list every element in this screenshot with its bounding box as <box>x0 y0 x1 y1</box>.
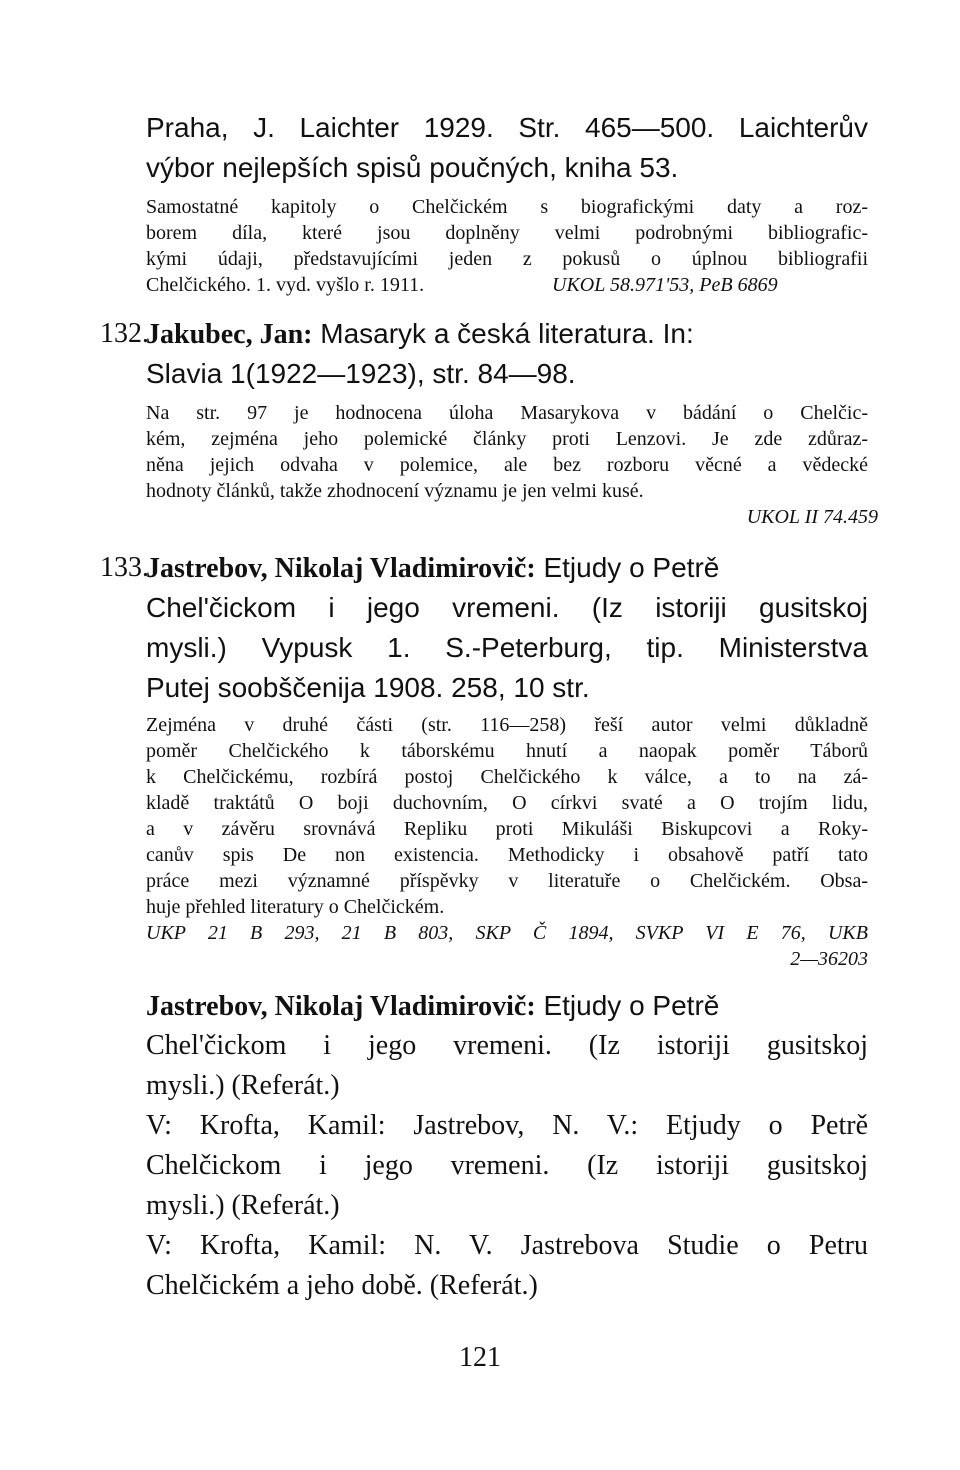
review-heading <box>146 986 719 1027</box>
entry-133-author: Jastrebov, Nikolaj Vladimirovič: <box>146 553 536 584</box>
review-v1-line-2: Chelčickom i jego vremeni. (Iz istoriji gusitskoj <box>146 1150 868 1181</box>
intro-note-3: kými údaji, představujícími jeden z pokusů o úplnou bibliografii <box>146 248 868 270</box>
entry-133-note-2: poměr Chelčického k táborskému hnutí a naopak poměr Táborů <box>146 740 868 762</box>
entry-133-reference-1: UKP 21 B 293, 21 B 803, SKP Č 1894, SVKP VI E 76, UKB <box>146 922 868 944</box>
entry-133-note-8: huje přehled literatury o Chelčickém. <box>146 896 445 918</box>
entry-133-note-6: canův spis De non existencia. Methodicky i obsahově patří tato <box>146 844 868 866</box>
entry-132-line-2: Slavia 1(1922—1923), str. 84—98. <box>146 358 576 389</box>
entry-132-note-2: kém, zejména jeho polemické články proti Lenzovi. Je zde zdůraz- <box>146 428 868 450</box>
intro-line-2: výbor nejlepších spisů poučných, kniha 53. <box>146 152 679 183</box>
entry-132-number: 132. <box>100 318 149 349</box>
entry-132-heading <box>146 314 694 355</box>
intro-reference: UKOL 58.971'53, PeB 6869 <box>552 274 778 296</box>
entry-133-line-3: mysli.) Vypusk 1. S.-Peterburg, tip. Ministerstva <box>146 632 868 663</box>
entry-133-note-7: práce mezi významné příspěvky v literatuře o Chelčickém. Obsa- <box>146 870 868 892</box>
entry-133-note-1: Zejména v druhé části (str. 116—258) řeší autor velmi důkladně <box>146 714 868 736</box>
entry-133-heading <box>146 548 719 589</box>
intro-note-2: borem díla, které jsou doplněny velmi podrobnými bibliografic- <box>146 222 868 244</box>
entry-133-note-4: kladě traktátů O boji duchovním, O církvi svaté a O trojím lidu, <box>146 792 868 814</box>
entry-133-line-4: Putej soobščenija 1908. 258, 10 str. <box>146 672 590 703</box>
intro-note-1: Samostatné kapitoly o Chelčickém s biografickými daty a roz- <box>146 196 868 218</box>
review-v1-line-1: V: Krofta, Kamil: Jastrebov, N. V.: Etjudy o Petrě <box>146 1110 868 1141</box>
entry-133-note-3: k Chelčickému, rozbírá postoj Chelčického k válce, a to na zá- <box>146 766 868 788</box>
entry-133-reference-2: 2—36203 <box>790 948 868 970</box>
review-line-3: mysli.) (Referát.) <box>146 1070 340 1101</box>
entry-132-note-1: Na str. 97 je hodnocena úloha Masarykova v bádání o Chelčic- <box>146 402 868 424</box>
entry-132-author: Jakubec, Jan: <box>146 319 313 350</box>
page-number: 121 <box>459 1342 501 1373</box>
review-v2-line-1: V: Krofta, Kamil: N. V. Jastrebova Studie o Petru <box>146 1230 868 1261</box>
entry-133-note-5: a v závěru srovnává Repliku proti Mikuláši Biskupcovi a Roky- <box>146 818 868 840</box>
entry-132-note-3: něna jejich odvaha v polemice, ale bez rozboru věcné a vědecké <box>146 454 868 476</box>
review-v1-line-3: mysli.) (Referát.) <box>146 1190 340 1221</box>
review-author: Jastrebov, Nikolaj Vladimirovič: <box>146 991 536 1022</box>
entry-132-title: Masaryk a česká literatura. In: <box>320 318 694 349</box>
intro-note-4: Chelčického. 1. vyd. vyšlo r. 1911. <box>146 274 425 296</box>
entry-133-number: 133. <box>100 552 149 583</box>
entry-132-reference: UKOL II 74.459 <box>746 506 878 528</box>
review-line-2: Chel'čickom i jego vremeni. (Iz istoriji gusitskoj <box>146 1030 868 1061</box>
review-title: Etjudy o Petrě <box>543 990 720 1021</box>
intro-line-1: Praha, J. Laichter 1929. Str. 465—500. Laichterův <box>146 112 868 143</box>
entry-133-title: Etjudy o Petrě <box>543 552 720 583</box>
entry-132-note-4: hodnoty článků, takže zhodnocení významu je jen velmi kusé. <box>146 480 644 502</box>
review-v2-line-2: Chelčickém a jeho době. (Referát.) <box>146 1270 538 1301</box>
entry-133-line-2: Chel'čickom i jego vremeni. (Iz istoriji gusitskoj <box>146 592 868 623</box>
